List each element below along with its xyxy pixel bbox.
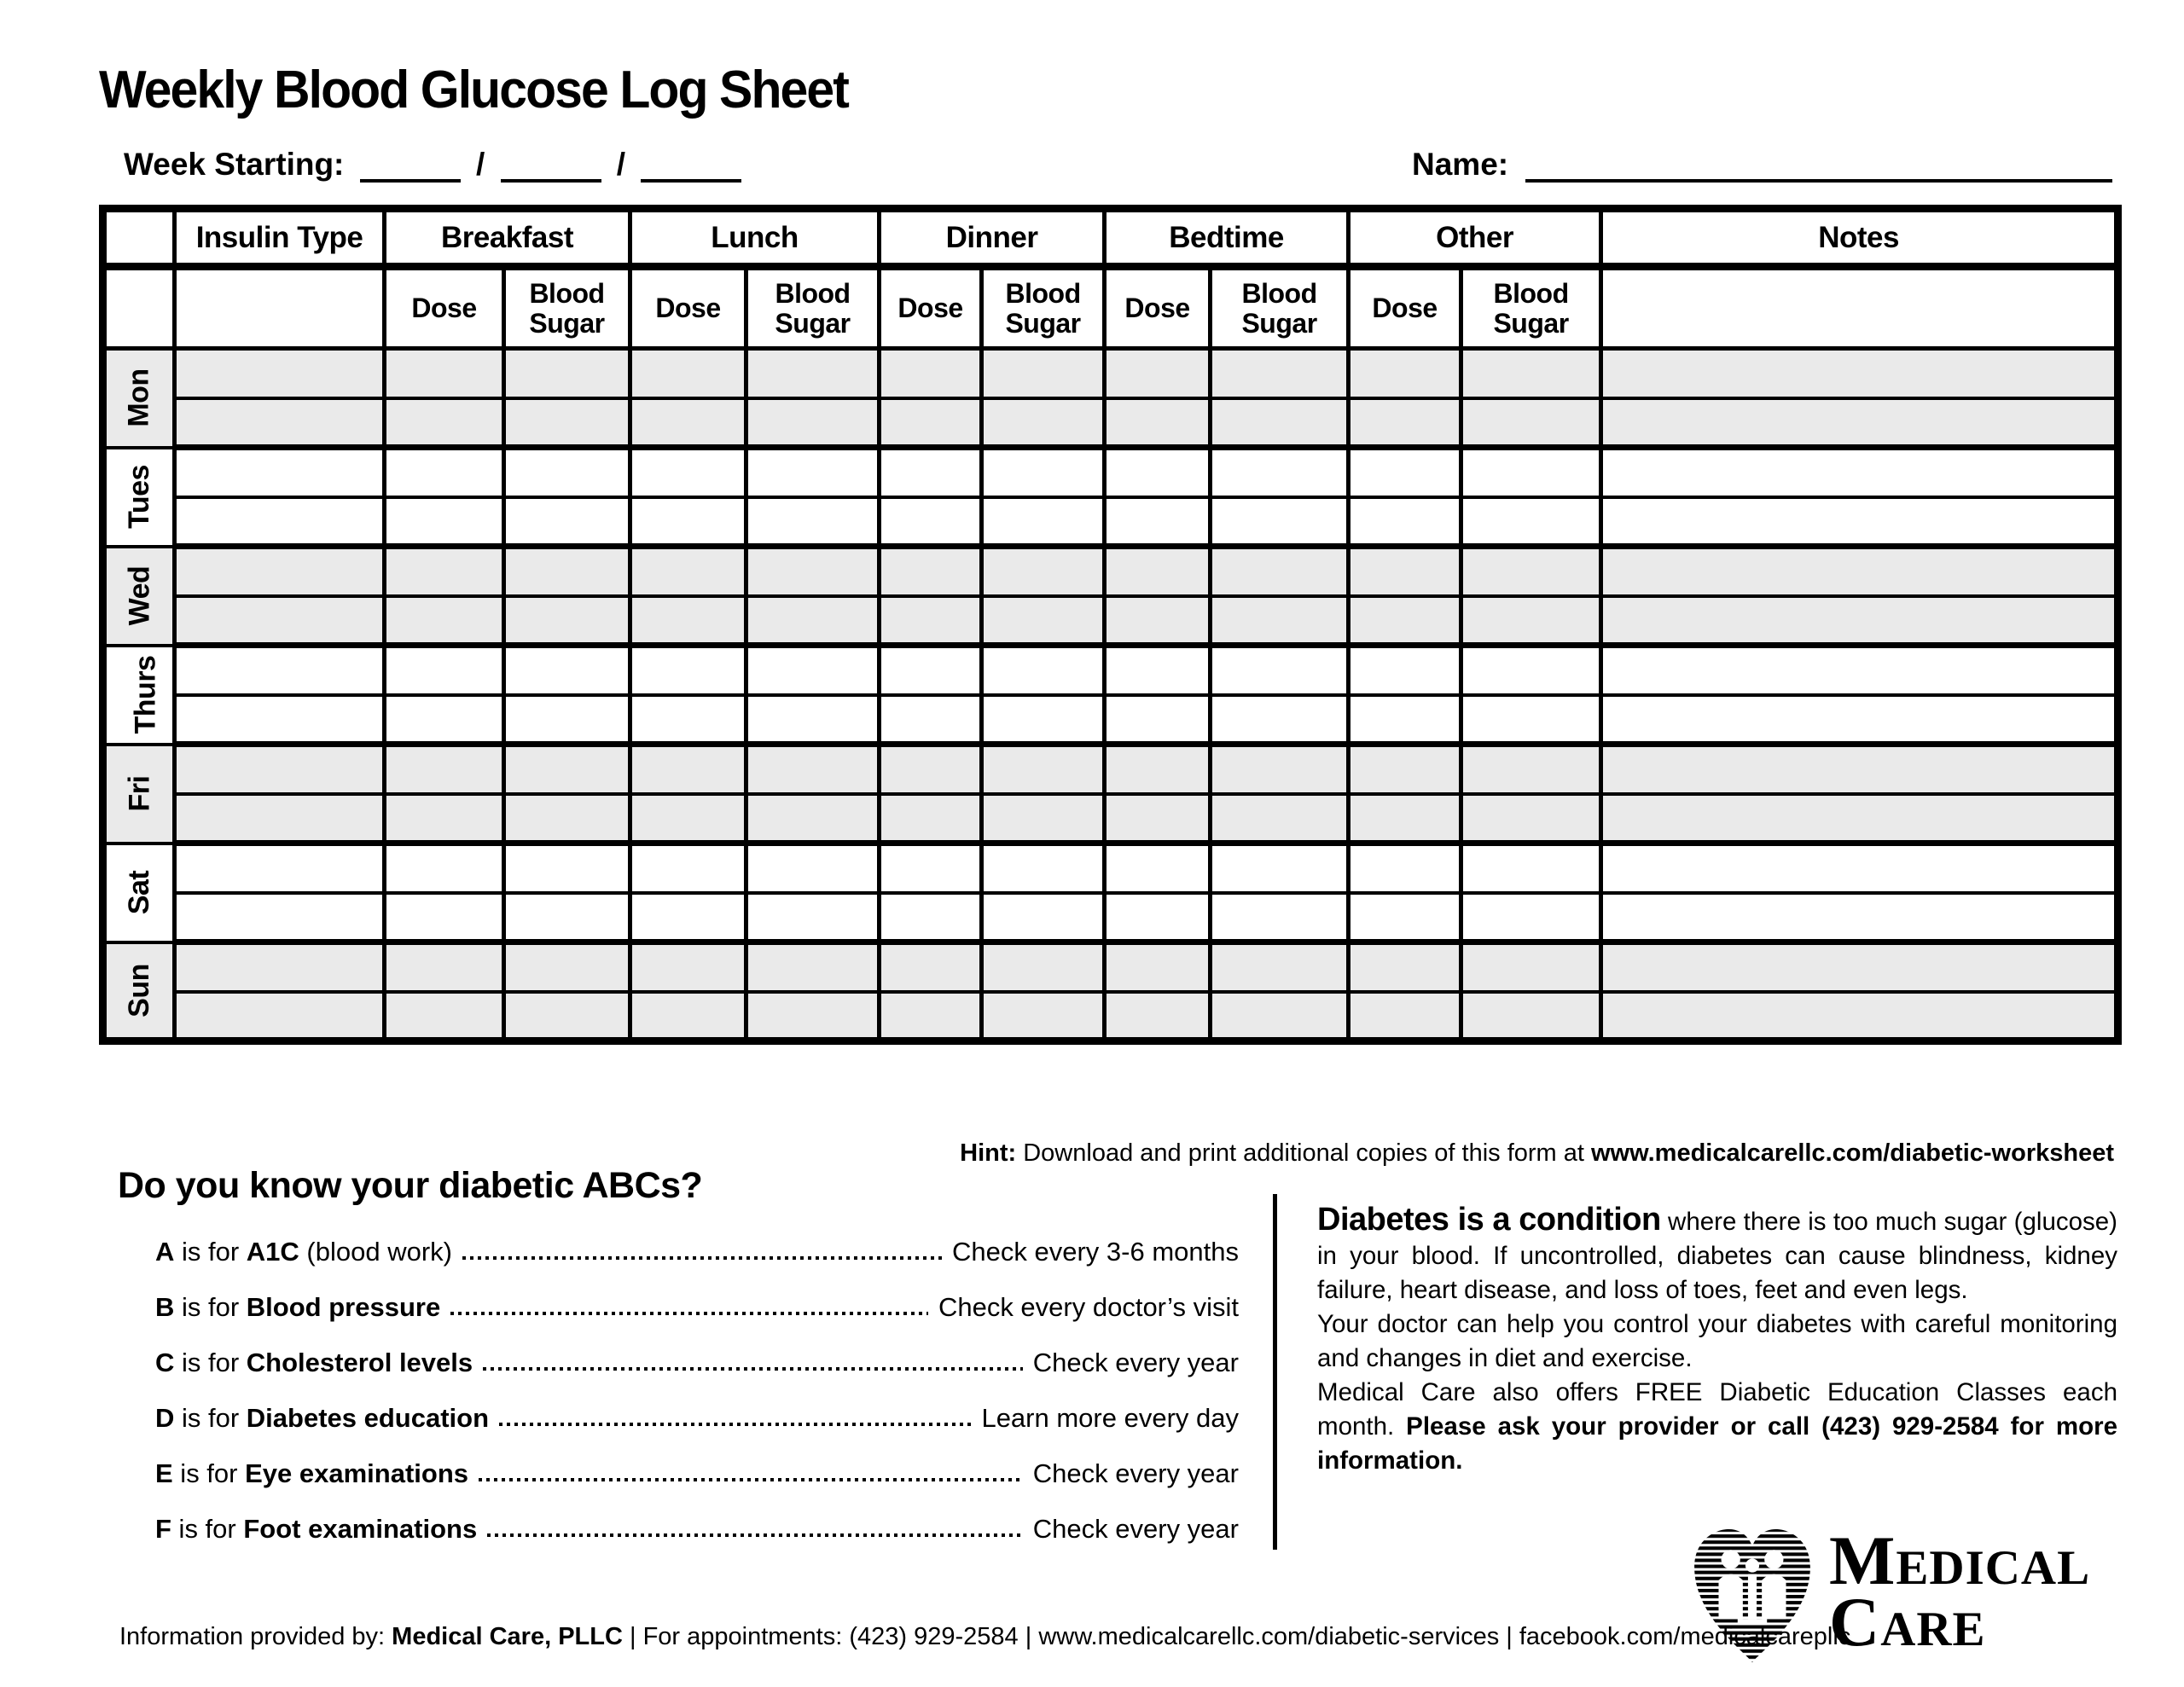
log-entry-cell[interactable] (1461, 596, 1601, 646)
day-label-cell-tues (103, 448, 175, 547)
log-entry-cell[interactable] (504, 596, 630, 646)
abc-list (155, 1235, 1239, 1568)
log-row (103, 745, 2118, 794)
abc-left: B is for Blood pressure (155, 1292, 441, 1322)
log-entry-cell[interactable] (1461, 547, 1601, 596)
notes-cell[interactable] (1601, 398, 2118, 448)
log-entry-cell[interactable] (1349, 349, 1461, 398)
log-entry-cell[interactable] (630, 695, 746, 745)
day-label: Thurs (129, 655, 162, 734)
log-row (103, 942, 2118, 992)
log-entry-cell[interactable] (1349, 794, 1461, 844)
notes-cell[interactable] (1601, 448, 2118, 497)
log-entry-cell[interactable] (746, 349, 880, 398)
log-entry-cell[interactable] (1105, 695, 1211, 745)
day-label-cell-mon (103, 349, 175, 448)
day-label: Mon (122, 368, 155, 427)
log-entry-cell[interactable] (385, 448, 504, 497)
log-row (103, 992, 2118, 1041)
glucose-log-table (99, 205, 2122, 1045)
log-entry-cell[interactable] (746, 794, 880, 844)
notes-cell[interactable] (1601, 349, 2118, 398)
log-entry-cell[interactable] (880, 745, 982, 794)
log-entry-cell[interactable] (175, 646, 385, 695)
log-entry-cell[interactable] (1461, 893, 1601, 942)
log-entry-cell[interactable] (880, 646, 982, 695)
log-entry-cell[interactable] (880, 893, 982, 942)
abc-result: Check every year (1032, 1458, 1239, 1488)
log-entry-cell[interactable] (504, 745, 630, 794)
log-entry-cell[interactable] (385, 398, 504, 448)
log-entry-cell[interactable] (1211, 497, 1349, 547)
log-entry-cell[interactable] (880, 497, 982, 547)
log-entry-cell[interactable] (385, 695, 504, 745)
notes-cell[interactable] (1601, 844, 2118, 893)
subheader-dose: Dose (1349, 267, 1461, 349)
corner-cell (103, 209, 175, 267)
log-entry-cell[interactable] (1211, 349, 1349, 398)
log-row (103, 398, 2118, 448)
log-entry-cell[interactable] (1461, 992, 1601, 1041)
footer-info-line: Information provided by: Medical Care, PLLC | For appointments: (423) 929-2584 | www.medicalcarellc.com/diabetic-services | facebook.com/medicalcarepllc (119, 1623, 1851, 1650)
day-label: Sun (123, 963, 155, 1017)
name-line (1412, 147, 2112, 183)
log-entry-cell[interactable] (746, 596, 880, 646)
col-header-breakfast: Breakfast (385, 209, 630, 267)
log-entry-cell[interactable] (1461, 398, 1601, 448)
abc-heading: Do you know your diabetic ABCs? (118, 1165, 703, 1206)
notes-cell[interactable] (1601, 992, 2118, 1041)
col-header-lunch: Lunch (630, 209, 880, 267)
day-label-cell-sun (103, 942, 175, 1041)
log-entry-cell[interactable] (982, 844, 1105, 893)
log-entry-cell[interactable] (630, 992, 746, 1041)
log-row (103, 646, 2118, 695)
col-header-dinner: Dinner (880, 209, 1105, 267)
notes-cell[interactable] (1601, 745, 2118, 794)
log-entry-cell[interactable] (1105, 547, 1211, 596)
log-entry-cell[interactable] (982, 547, 1105, 596)
log-entry-cell[interactable] (1349, 844, 1461, 893)
log-entry-cell[interactable] (1211, 646, 1349, 695)
log-entry-cell[interactable] (1211, 794, 1349, 844)
log-entry-cell[interactable] (385, 596, 504, 646)
abc-row-b (155, 1290, 1239, 1323)
log-entry-cell[interactable] (1349, 695, 1461, 745)
info-paragraph-2: Your doctor can help you control your diabetes with careful monitoring and changes in diet and exercise. (1317, 1310, 2117, 1372)
log-row (103, 349, 2118, 398)
log-entry-cell[interactable] (385, 497, 504, 547)
day-label-cell-thurs (103, 646, 175, 745)
log-entry-cell[interactable] (746, 398, 880, 448)
subheader-blood-sugar: Blood Sugar (1211, 267, 1349, 349)
log-entry-cell[interactable] (746, 448, 880, 497)
section-divider (1273, 1194, 1277, 1550)
dotted-leader (479, 1478, 1023, 1481)
log-entry-cell[interactable] (982, 942, 1105, 992)
log-entry-cell[interactable] (982, 349, 1105, 398)
log-entry-cell[interactable] (1105, 398, 1211, 448)
diabetes-info (1317, 1203, 2117, 1478)
log-entry-cell[interactable] (504, 794, 630, 844)
log-entry-cell[interactable] (175, 349, 385, 398)
log-entry-cell[interactable] (982, 794, 1105, 844)
log-entry-cell[interactable] (630, 398, 746, 448)
log-entry-cell[interactable] (175, 992, 385, 1041)
log-entry-cell[interactable] (385, 893, 504, 942)
log-entry-cell[interactable] (175, 893, 385, 942)
subheader-dose: Dose (630, 267, 746, 349)
subheader-blood-sugar: Blood Sugar (1461, 267, 1601, 349)
page-title: Weekly Blood Glucose Log Sheet (99, 61, 848, 119)
date-separator: / (616, 147, 626, 182)
log-entry-cell[interactable] (1211, 596, 1349, 646)
log-entry-cell[interactable] (1349, 646, 1461, 695)
log-entry-cell[interactable] (175, 448, 385, 497)
day-label-cell-sat (103, 844, 175, 942)
log-entry-cell[interactable] (1211, 448, 1349, 497)
log-row (103, 547, 2118, 596)
abc-result: Learn more every day (981, 1403, 1239, 1433)
subheader-dose: Dose (880, 267, 982, 349)
log-entry-cell[interactable] (504, 547, 630, 596)
log-row (103, 596, 2118, 646)
subheader-blood-sugar: Blood Sugar (982, 267, 1105, 349)
log-entry-cell[interactable] (1211, 844, 1349, 893)
log-entry-cell[interactable] (1461, 349, 1601, 398)
log-entry-cell[interactable] (504, 646, 630, 695)
log-entry-cell[interactable] (746, 992, 880, 1041)
abc-left: A is for A1C (blood work) (155, 1237, 452, 1267)
log-entry-cell[interactable] (385, 794, 504, 844)
log-entry-cell[interactable] (1211, 695, 1349, 745)
log-entry-cell[interactable] (982, 497, 1105, 547)
log-entry-cell[interactable] (175, 745, 385, 794)
log-entry-cell[interactable] (1461, 794, 1601, 844)
log-row (103, 695, 2118, 745)
abc-row-d (155, 1401, 1239, 1434)
notes-cell[interactable] (1601, 596, 2118, 646)
date-separator: / (475, 147, 485, 182)
col-header-insulin-type: Insulin Type (175, 209, 385, 267)
log-entry-cell[interactable] (504, 349, 630, 398)
dotted-leader (483, 1367, 1023, 1371)
log-entry-cell[interactable] (630, 942, 746, 992)
log-entry-cell[interactable] (630, 646, 746, 695)
log-entry-cell[interactable] (630, 794, 746, 844)
log-table-body (103, 349, 2118, 1041)
logo-line-medical: Medical (1829, 1522, 2091, 1599)
log-entry-cell[interactable] (1105, 942, 1211, 992)
log-entry-cell[interactable] (630, 844, 746, 893)
log-entry-cell[interactable] (175, 794, 385, 844)
info-paragraph-1: Diabetes is a condition where there is too much sugar (glucose) in your blood. If uncontrolled, diabetes can cause blindness, kidney failure, heart disease, and loss of toes, feet and even legs. (1317, 1202, 2117, 1304)
day-label: Sat (122, 870, 155, 915)
log-entry-cell[interactable] (1349, 547, 1461, 596)
dotted-leader (462, 1256, 942, 1260)
dotted-leader (499, 1423, 971, 1426)
name-blank[interactable] (1525, 150, 2112, 183)
log-entry-cell[interactable] (746, 745, 880, 794)
log-entry-cell[interactable] (1349, 596, 1461, 646)
week-year-blank[interactable] (641, 150, 741, 183)
log-entry-cell[interactable] (1461, 695, 1601, 745)
log-entry-cell[interactable] (982, 398, 1105, 448)
notes-cell[interactable] (1601, 695, 2118, 745)
subheader-blood-sugar: Blood Sugar (746, 267, 880, 349)
log-entry-cell[interactable] (504, 497, 630, 547)
log-entry-cell[interactable] (1349, 893, 1461, 942)
log-entry-cell[interactable] (175, 596, 385, 646)
log-entry-cell[interactable] (1461, 497, 1601, 547)
log-row (103, 497, 2118, 547)
day-label-cell-wed (103, 547, 175, 646)
log-entry-cell[interactable] (746, 646, 880, 695)
hint-url: www.medicalcarellc.com/diabetic-worksheet (1591, 1139, 2114, 1167)
notes-subheader-cell (1601, 267, 2118, 349)
week-day-blank[interactable] (501, 150, 601, 183)
log-entry-cell[interactable] (1211, 893, 1349, 942)
log-row (103, 448, 2118, 497)
log-entry-cell[interactable] (504, 893, 630, 942)
week-starting-label: Week Starting: (124, 147, 345, 182)
corner-cell (103, 267, 175, 349)
week-starting-line (124, 147, 748, 183)
log-entry-cell[interactable] (1211, 745, 1349, 794)
log-entry-cell[interactable] (1349, 745, 1461, 794)
log-entry-cell[interactable] (630, 349, 746, 398)
abc-left: D is for Diabetes education (155, 1403, 490, 1433)
log-entry-cell[interactable] (385, 942, 504, 992)
log-entry-cell[interactable] (880, 448, 982, 497)
log-entry-cell[interactable] (880, 547, 982, 596)
log-entry-cell[interactable] (175, 942, 385, 992)
abc-row-f (155, 1512, 1239, 1545)
log-entry-cell[interactable] (385, 992, 504, 1041)
notes-cell[interactable] (1601, 942, 2118, 992)
log-entry-cell[interactable] (630, 547, 746, 596)
log-entry-cell[interactable] (385, 349, 504, 398)
abc-result: Check every 3-6 months (952, 1237, 1239, 1267)
subheader-dose: Dose (385, 267, 504, 349)
col-header-other: Other (1349, 209, 1601, 267)
log-entry-cell[interactable] (504, 448, 630, 497)
log-entry-cell[interactable] (1105, 794, 1211, 844)
abc-row-e (155, 1457, 1239, 1489)
log-entry-cell[interactable] (175, 497, 385, 547)
logo-line-care: Care (1829, 1583, 1986, 1661)
abc-left: E is for Eye examinations (155, 1458, 468, 1488)
log-entry-cell[interactable] (1105, 844, 1211, 893)
log-entry-cell[interactable] (880, 844, 982, 893)
table-subheader-row (103, 267, 2118, 349)
abc-row-c (155, 1346, 1239, 1378)
log-entry-cell[interactable] (630, 745, 746, 794)
log-entry-cell[interactable] (880, 398, 982, 448)
log-entry-cell[interactable] (385, 547, 504, 596)
log-entry-cell[interactable] (982, 745, 1105, 794)
day-label: Tues (123, 465, 155, 529)
abc-row-a (155, 1235, 1239, 1267)
log-entry-cell[interactable] (1105, 745, 1211, 794)
log-entry-cell[interactable] (1105, 448, 1211, 497)
log-entry-cell[interactable] (1461, 844, 1601, 893)
log-entry-cell[interactable] (746, 844, 880, 893)
log-entry-cell[interactable] (1211, 547, 1349, 596)
log-entry-cell[interactable] (880, 794, 982, 844)
log-entry-cell[interactable] (175, 695, 385, 745)
log-entry-cell[interactable] (1211, 942, 1349, 992)
log-entry-cell[interactable] (880, 596, 982, 646)
log-entry-cell[interactable] (1211, 992, 1349, 1041)
log-entry-cell[interactable] (982, 448, 1105, 497)
abc-left: F is for Foot examinations (155, 1514, 478, 1544)
name-label: Name: (1412, 147, 1509, 182)
log-entry-cell[interactable] (630, 448, 746, 497)
notes-cell[interactable] (1601, 547, 2118, 596)
info-lead: Diabetes is a condition (1317, 1202, 1661, 1238)
col-header-bedtime: Bedtime (1105, 209, 1349, 267)
log-entry-cell[interactable] (880, 695, 982, 745)
log-entry-cell[interactable] (175, 398, 385, 448)
log-entry-cell[interactable] (880, 349, 982, 398)
log-entry-cell[interactable] (746, 497, 880, 547)
dotted-leader (450, 1312, 928, 1315)
insulin-subheader-cell (175, 267, 385, 349)
abc-result: Check every year (1032, 1348, 1239, 1377)
log-entry-cell[interactable] (504, 844, 630, 893)
notes-cell[interactable] (1601, 893, 2118, 942)
log-entry-cell[interactable] (1349, 398, 1461, 448)
log-entry-cell[interactable] (504, 398, 630, 448)
log-entry-cell[interactable] (385, 745, 504, 794)
log-entry-cell[interactable] (1105, 497, 1211, 547)
day-label-cell-fri (103, 745, 175, 844)
log-entry-cell[interactable] (982, 695, 1105, 745)
log-entry-cell[interactable] (1461, 448, 1601, 497)
log-entry-cell[interactable] (1349, 497, 1461, 547)
log-entry-cell[interactable] (630, 596, 746, 646)
log-row (103, 893, 2118, 942)
log-entry-cell[interactable] (880, 992, 982, 1041)
log-entry-cell[interactable] (1105, 349, 1211, 398)
log-entry-cell[interactable] (504, 695, 630, 745)
log-entry-cell[interactable] (1105, 893, 1211, 942)
log-entry-cell[interactable] (630, 893, 746, 942)
log-entry-cell[interactable] (1461, 745, 1601, 794)
log-entry-cell[interactable] (1105, 596, 1211, 646)
log-entry-cell[interactable] (1461, 942, 1601, 992)
log-entry-cell[interactable] (504, 942, 630, 992)
log-entry-cell[interactable] (385, 844, 504, 893)
log-entry-cell[interactable] (982, 893, 1105, 942)
log-entry-cell[interactable] (630, 497, 746, 547)
notes-cell[interactable] (1601, 794, 2118, 844)
hint-line (853, 1139, 2114, 1168)
log-entry-cell[interactable] (1211, 398, 1349, 448)
subheader-dose: Dose (1105, 267, 1211, 349)
hint-text: Download and print additional copies of this form at (1016, 1139, 1591, 1167)
info-paragraph-3: Medical Care also offers FREE Diabetic Education Classes each month. Please ask your provider or call (423) 929-2584 for more information. (1317, 1378, 2118, 1475)
notes-cell[interactable] (1601, 646, 2118, 695)
log-entry-cell[interactable] (982, 646, 1105, 695)
log-entry-cell[interactable] (1461, 646, 1601, 695)
log-entry-cell[interactable] (1349, 942, 1461, 992)
subheader-blood-sugar: Blood Sugar (504, 267, 630, 349)
table-header-row (103, 209, 2118, 267)
abc-result: Check every year (1032, 1514, 1239, 1544)
day-label: Wed (123, 565, 155, 626)
hint-label: Hint: (960, 1139, 1017, 1167)
log-entry-cell[interactable] (175, 547, 385, 596)
log-entry-cell[interactable] (1105, 646, 1211, 695)
logo-wordmark (1829, 1522, 2091, 1661)
day-label: Fri (122, 775, 155, 812)
log-row (103, 794, 2118, 844)
log-entry-cell[interactable] (982, 596, 1105, 646)
log-entry-cell[interactable] (746, 695, 880, 745)
log-entry-cell[interactable] (385, 646, 504, 695)
log-entry-cell[interactable] (746, 893, 880, 942)
log-entry-cell[interactable] (746, 942, 880, 992)
footer-org: Medical Care, PLLC (392, 1623, 623, 1650)
log-entry-cell[interactable] (175, 844, 385, 893)
abc-left: C is for Cholesterol levels (155, 1348, 473, 1377)
log-entry-cell[interactable] (746, 547, 880, 596)
log-entry-cell[interactable] (1349, 448, 1461, 497)
notes-cell[interactable] (1601, 497, 2118, 547)
log-entry-cell[interactable] (504, 992, 630, 1041)
col-header-notes: Notes (1601, 209, 2118, 267)
week-month-blank[interactable] (360, 150, 461, 183)
log-row (103, 844, 2118, 893)
log-entry-cell[interactable] (1349, 992, 1461, 1041)
dotted-leader (487, 1533, 1023, 1537)
abc-result: Check every doctor’s visit (938, 1292, 1239, 1322)
log-entry-cell[interactable] (1105, 992, 1211, 1041)
log-entry-cell[interactable] (880, 942, 982, 992)
log-entry-cell[interactable] (982, 992, 1105, 1041)
